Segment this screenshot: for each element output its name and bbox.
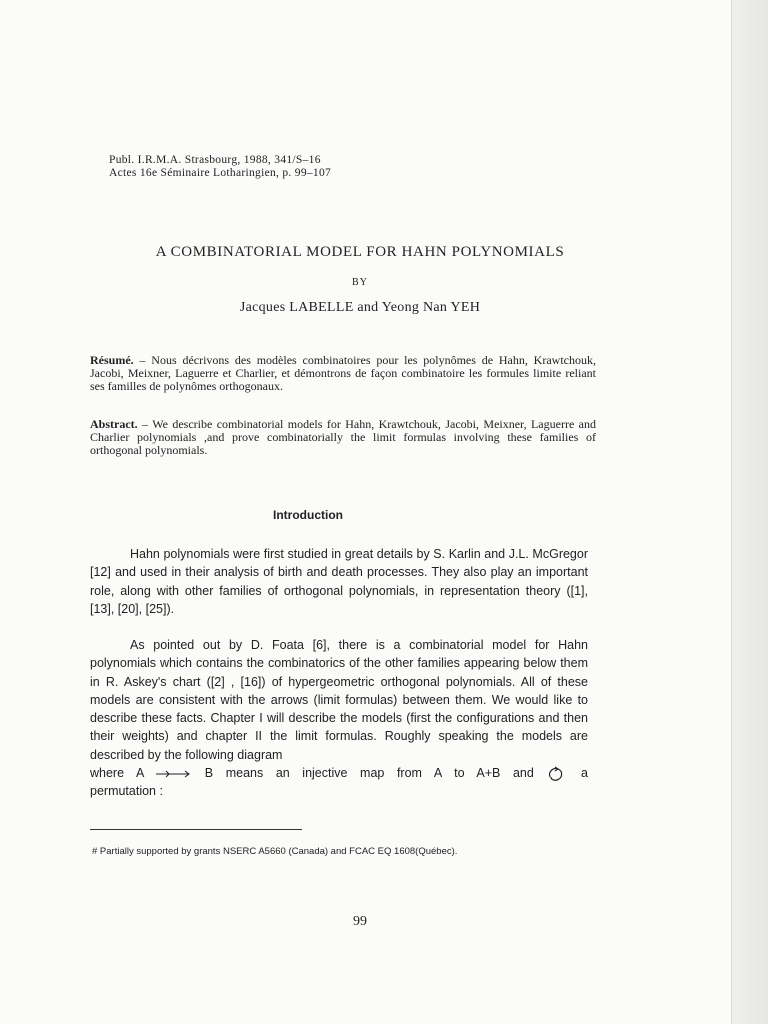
intro-paragraph-2 xyxy=(90,636,588,801)
intro-paragraph-2-text: As pointed out by D. Foata [6], there is a combinatorial model for Hahn polynomials which contains the combinatorics of the other families appearing below them in R. Askey's chart ([2] , [16]) of hypergeometric orthogonal polynomials. All of these models are consistent with the arrows (limit formulas) between them. We would like to describe these facts. Chapter I will describe the models (first the configurations and then their weights) and chapter II the limit formulas. Roughly speaking the models are described by the following diagram xyxy=(90,638,588,762)
by-label: BY xyxy=(352,277,368,288)
paper-title: A COMBINATORIAL MODEL FOR HAHN POLYNOMIALS xyxy=(155,244,565,260)
authors: Jacques LABELLE and Yeong Nan YEH xyxy=(239,300,481,315)
introduction-heading: Introduction xyxy=(273,508,343,522)
resume-label: Résumé. xyxy=(90,353,134,367)
injective-arrow-icon xyxy=(156,769,192,779)
permutation-loop-icon xyxy=(546,766,568,782)
page-number: 99 xyxy=(353,914,367,929)
footnote: # Partially supported by grants NSERC A5660 (Canada) and FCAC EQ 1608(Québec). xyxy=(92,846,458,857)
page-edge xyxy=(731,0,768,1024)
publication-info xyxy=(109,154,331,180)
diagram-text-b: B means an injective map from A to A+B and xyxy=(204,766,534,781)
abstract-text: – We describe combinatorial models for Hahn, Krawtchouk, Jacobi, Meixner, Laguerre and Charlier polynomials ,and prove combinatorially the limit formulas involving these families of orthogonal polynomials. xyxy=(90,417,596,457)
resume-block xyxy=(90,354,596,393)
publication-line-1: Publ. I.R.M.A. Strasbourg, 1988, 341/S–16 xyxy=(109,154,321,166)
diagram-intro-end: permutation : xyxy=(90,784,163,799)
intro-paragraph-1-text: Hahn polynomials were first studied in great details by S. Karlin and J.L. McGregor [12] and used in their analysis of birth and death processes. They also play an important role, along with other families of orthogonal polynomials, in representation theory ([1], [13], [20], [25]). xyxy=(90,547,588,616)
abstract-block xyxy=(90,418,596,457)
intro-paragraph-1 xyxy=(90,545,588,618)
diagram-text-c: a xyxy=(581,766,588,781)
diagram-line xyxy=(90,764,588,782)
abstract-label: Abstract. xyxy=(90,417,138,431)
diagram-text-a: where A xyxy=(90,766,144,781)
footnote-divider xyxy=(90,829,302,830)
resume-text: – Nous décrivons des modèles combinatoires pour les polynômes de Hahn, Krawtchouk, Jacobi, Meixner, Laguerre et Charlier, et démontrons de façon combinatoire les formules limite reliant ses familles de polynômes orthogonaux. xyxy=(90,353,596,393)
publication-line-2: Actes 16e Séminaire Lotharingien, p. 99–107 xyxy=(109,167,332,179)
